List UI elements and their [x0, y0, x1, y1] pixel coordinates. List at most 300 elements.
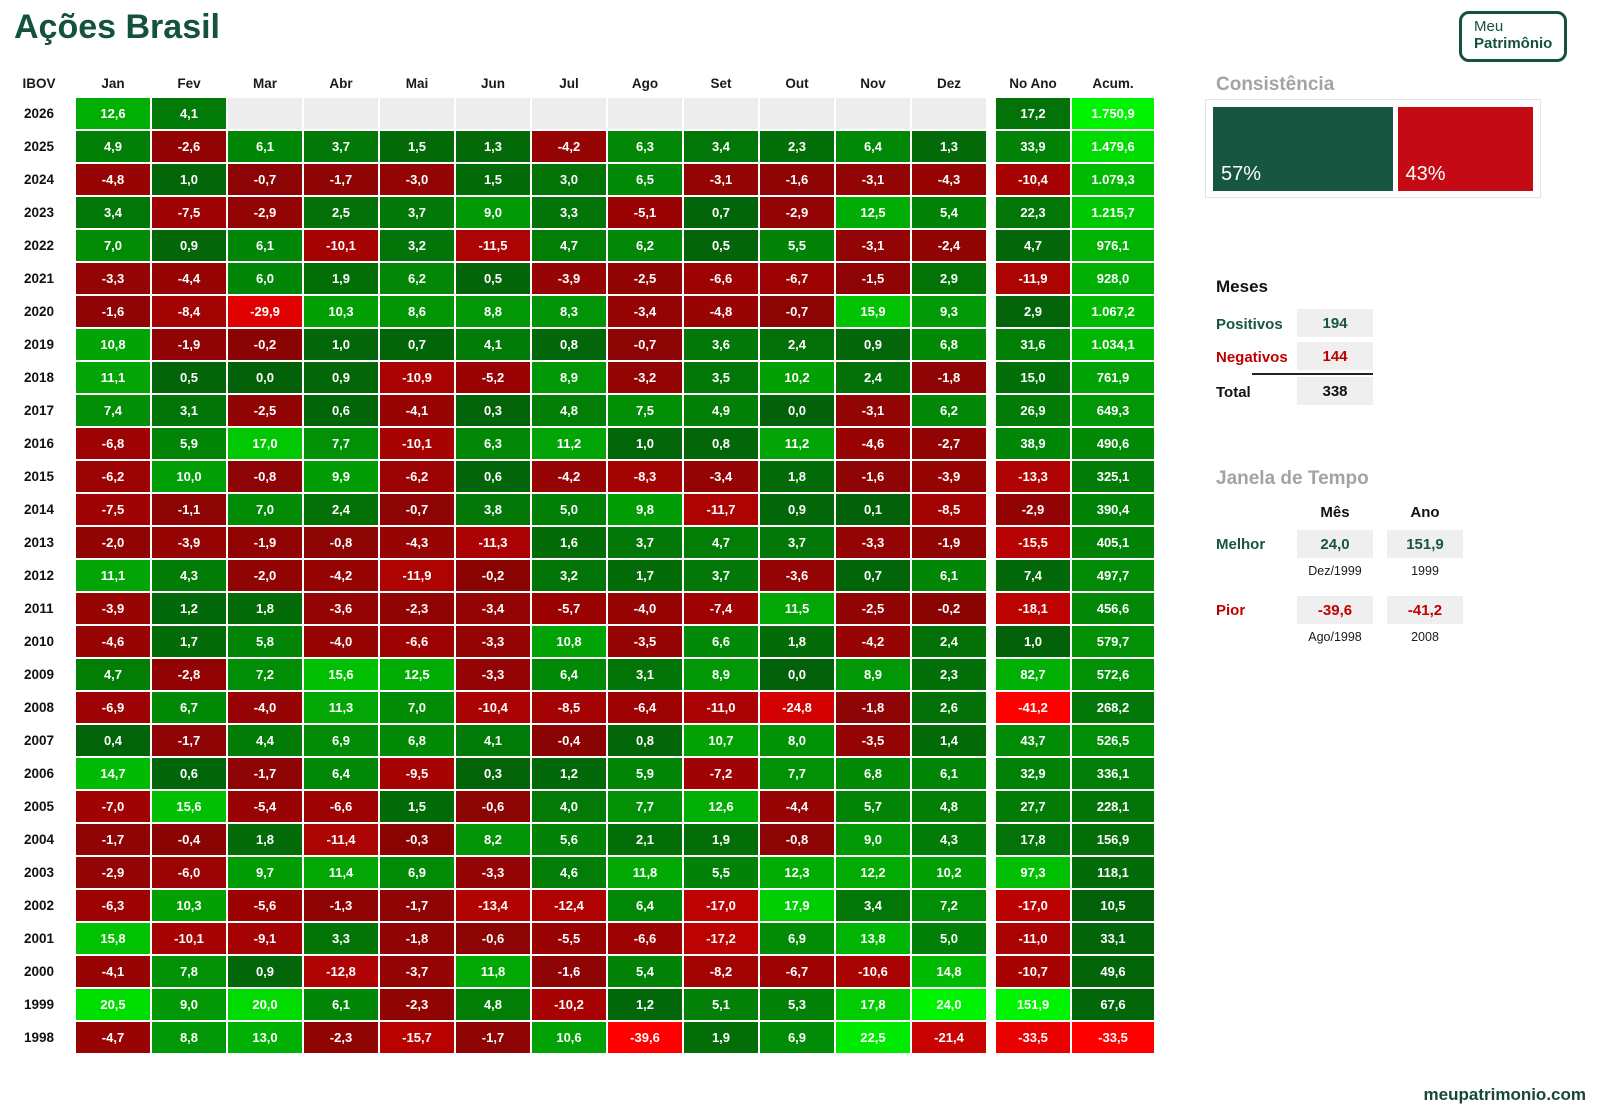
- table-row: [10, 428, 1154, 459]
- acum-cell: 10,5: [1072, 890, 1154, 921]
- heat-cell: -8,5: [912, 494, 986, 525]
- acum-cell: 336,1: [1072, 758, 1154, 789]
- heat-cell: 15,6: [152, 791, 226, 822]
- heat-cell: -1,6: [76, 296, 150, 327]
- heat-cell: -0,7: [228, 164, 302, 195]
- table-row: [10, 230, 1154, 261]
- no-ano-cell: 31,6: [996, 329, 1070, 360]
- heat-cell: 8,9: [532, 362, 606, 393]
- heat-cell: -4,4: [760, 791, 834, 822]
- no-ano-cell: -2,9: [996, 494, 1070, 525]
- month-column-header: Fev: [177, 75, 201, 91]
- heat-cell: 6,9: [760, 923, 834, 954]
- month-column-header: Mai: [405, 75, 429, 91]
- heat-cell: -0,7: [760, 296, 834, 327]
- column-gap: [70, 725, 74, 756]
- heat-cell: 0,9: [152, 230, 226, 261]
- heat-cell: -2,0: [228, 560, 302, 591]
- column-gap: [988, 197, 994, 228]
- acum-cell: 49,6: [1072, 956, 1154, 987]
- heat-cell: 6,6: [684, 626, 758, 657]
- heat-cell: 4,0: [532, 791, 606, 822]
- heat-cell: 1,3: [912, 131, 986, 162]
- column-gap: [988, 395, 994, 426]
- table-row: [10, 725, 1154, 756]
- heat-cell: -11,0: [684, 692, 758, 723]
- index-column-header: IBOV: [22, 75, 56, 91]
- heat-cell: -3,4: [684, 461, 758, 492]
- column-gap: [988, 362, 994, 393]
- column-gap: [70, 329, 74, 360]
- year-label: 1999: [23, 997, 55, 1012]
- heat-cell: [684, 98, 758, 129]
- heat-cell: 0,5: [152, 362, 226, 393]
- heat-cell: -6,6: [608, 923, 682, 954]
- heat-cell: -0,4: [532, 725, 606, 756]
- heat-cell: 0,6: [152, 758, 226, 789]
- no-ano-cell: 33,9: [996, 131, 1070, 162]
- year-label: 2017: [23, 403, 55, 418]
- column-gap: [988, 956, 994, 987]
- consistency-bar-chart: [1205, 99, 1541, 198]
- consistency-negative-segment: [1398, 107, 1533, 191]
- heat-cell: 5,6: [532, 824, 606, 855]
- table-row: [10, 692, 1154, 723]
- column-gap: [70, 461, 74, 492]
- acum-cell: 572,6: [1072, 659, 1154, 690]
- best-month-value: 24,0: [1297, 530, 1373, 558]
- table-row: [10, 527, 1154, 558]
- no-ano-column-header: No Ano: [1009, 75, 1057, 91]
- heat-cell: 3,4: [76, 197, 150, 228]
- heat-cell: 0,1: [836, 494, 910, 525]
- column-gap: [70, 164, 74, 195]
- heat-cell: -6,9: [76, 692, 150, 723]
- heat-cell: 7,7: [608, 791, 682, 822]
- acum-cell: 1.215,7: [1072, 197, 1154, 228]
- heat-cell: 10,3: [304, 296, 378, 327]
- heat-cell: 3,7: [684, 560, 758, 591]
- heat-cell: -2,5: [836, 593, 910, 624]
- heat-cell: 0,8: [532, 329, 606, 360]
- heat-cell: -6,6: [684, 263, 758, 294]
- heat-cell: -3,3: [76, 263, 150, 294]
- column-gap: [988, 461, 994, 492]
- table-row: [10, 197, 1154, 228]
- heat-cell: -5,1: [608, 197, 682, 228]
- heat-cell: -0,4: [152, 824, 226, 855]
- heat-cell: 0,7: [836, 560, 910, 591]
- year-label: 2012: [23, 568, 55, 583]
- heat-cell: -6,4: [608, 692, 682, 723]
- heat-cell: 0,7: [684, 197, 758, 228]
- heat-cell: -4,7: [76, 1022, 150, 1053]
- heat-cell: 15,9: [836, 296, 910, 327]
- no-ano-cell: 43,7: [996, 725, 1070, 756]
- heat-cell: 7,0: [228, 494, 302, 525]
- heat-cell: -6,6: [304, 791, 378, 822]
- heat-cell: -6,7: [760, 263, 834, 294]
- column-gap: [70, 890, 74, 921]
- heat-cell: -2,9: [760, 197, 834, 228]
- heat-cell: 6,4: [532, 659, 606, 690]
- heat-cell: 1,2: [532, 758, 606, 789]
- year-label: 2018: [23, 370, 55, 385]
- heat-cell: 12,2: [836, 857, 910, 888]
- heat-cell: -4,2: [532, 461, 606, 492]
- year-label: 2007: [23, 733, 55, 748]
- year-label: 2008: [23, 700, 55, 715]
- heat-cell: 9,9: [304, 461, 378, 492]
- year-label: 2021: [23, 271, 55, 286]
- heat-cell: 20,5: [76, 989, 150, 1020]
- table-row: [10, 593, 1154, 624]
- heat-cell: -5,6: [228, 890, 302, 921]
- heat-cell: 2,5: [304, 197, 378, 228]
- heat-cell: 5,4: [608, 956, 682, 987]
- heat-cell: 17,8: [836, 989, 910, 1020]
- heat-cell: 3,6: [684, 329, 758, 360]
- heat-cell: -12,8: [304, 956, 378, 987]
- heat-cell: -2,3: [380, 989, 454, 1020]
- heat-cell: -8,2: [684, 956, 758, 987]
- acum-cell: 490,6: [1072, 428, 1154, 459]
- heat-cell: 3,0: [532, 164, 606, 195]
- heat-cell: 4,3: [912, 824, 986, 855]
- heat-cell: 4,9: [76, 131, 150, 162]
- heat-cell: 6,8: [912, 329, 986, 360]
- column-gap: [70, 494, 74, 525]
- heat-cell: -15,7: [380, 1022, 454, 1053]
- column-gap: [988, 296, 994, 327]
- heat-cell: -5,2: [456, 362, 530, 393]
- heat-cell: 4,7: [532, 230, 606, 261]
- heat-cell: -3,4: [608, 296, 682, 327]
- heat-cell: -3,3: [456, 626, 530, 657]
- heat-cell: 14,7: [76, 758, 150, 789]
- best-year-value: 151,9: [1387, 530, 1463, 558]
- heat-cell: [380, 98, 454, 129]
- acum-cell: 268,2: [1072, 692, 1154, 723]
- table-row: [10, 329, 1154, 360]
- heat-cell: -3,0: [380, 164, 454, 195]
- column-gap: [988, 923, 994, 954]
- heat-cell: -1,9: [912, 527, 986, 558]
- acum-cell: 1.067,2: [1072, 296, 1154, 327]
- meses-heading: Meses: [1216, 277, 1268, 296]
- column-gap: [988, 857, 994, 888]
- year-label: 2000: [23, 964, 55, 979]
- heat-cell: 5,0: [532, 494, 606, 525]
- heat-cell: 5,9: [608, 758, 682, 789]
- heat-cell: -2,6: [152, 131, 226, 162]
- heat-cell: 1,5: [380, 131, 454, 162]
- no-ano-cell: 26,9: [996, 395, 1070, 426]
- table-row: [10, 263, 1154, 294]
- heat-cell: 9,8: [608, 494, 682, 525]
- heat-cell: -0,3: [380, 824, 454, 855]
- heat-cell: -3,7: [380, 956, 454, 987]
- heat-cell: 2,3: [760, 131, 834, 162]
- heat-cell: 1,8: [760, 626, 834, 657]
- table-row: [10, 131, 1154, 162]
- heat-cell: 10,2: [760, 362, 834, 393]
- acum-cell: 526,5: [1072, 725, 1154, 756]
- year-label: 2005: [23, 799, 55, 814]
- month-column-header: Dez: [936, 75, 961, 91]
- heat-cell: -0,8: [760, 824, 834, 855]
- month-column-header: Mar: [252, 75, 277, 91]
- heat-cell: -0,6: [456, 923, 530, 954]
- heat-cell: 6,1: [228, 230, 302, 261]
- column-gap: [70, 626, 74, 657]
- column-gap: [70, 296, 74, 327]
- column-gap: [988, 263, 994, 294]
- heat-cell: 10,7: [684, 725, 758, 756]
- heat-cell: 6,5: [608, 164, 682, 195]
- heat-cell: 3,1: [152, 395, 226, 426]
- acum-cell: 390,4: [1072, 494, 1154, 525]
- heat-cell: 4,9: [684, 395, 758, 426]
- heat-cell: 6,1: [912, 758, 986, 789]
- table-row: [10, 164, 1154, 195]
- best-month-date: Dez/1999: [1308, 564, 1362, 578]
- year-label: 2026: [23, 106, 55, 121]
- table-row: [10, 659, 1154, 690]
- column-gap: [70, 72, 74, 94]
- month-column-header: Out: [785, 75, 809, 91]
- heat-cell: -4,1: [380, 395, 454, 426]
- heat-cell: 11,2: [760, 428, 834, 459]
- heat-cell: -11,7: [684, 494, 758, 525]
- heat-cell: 1,3: [456, 131, 530, 162]
- column-gap: [988, 428, 994, 459]
- heat-cell: -4,6: [836, 428, 910, 459]
- year-label: 1998: [23, 1030, 55, 1045]
- heat-cell: -8,4: [152, 296, 226, 327]
- column-gap: [70, 428, 74, 459]
- heat-cell: 17,0: [228, 428, 302, 459]
- heat-cell: -0,7: [608, 329, 682, 360]
- heat-cell: 0,6: [304, 395, 378, 426]
- year-label: 2016: [23, 436, 55, 451]
- time-window-heading: Janela de Tempo: [1216, 468, 1369, 489]
- acum-cell: 118,1: [1072, 857, 1154, 888]
- heat-cell: 1,9: [684, 824, 758, 855]
- table-row: [10, 923, 1154, 954]
- heat-cell: 6,4: [608, 890, 682, 921]
- heat-cell: 9,7: [228, 857, 302, 888]
- acum-cell: 405,1: [1072, 527, 1154, 558]
- heat-cell: 4,1: [456, 725, 530, 756]
- year-label: 2024: [23, 172, 55, 187]
- column-gap: [988, 560, 994, 591]
- heat-cell: 8,3: [532, 296, 606, 327]
- heat-cell: 6,2: [608, 230, 682, 261]
- heat-cell: -7,5: [76, 494, 150, 525]
- acum-cell: 497,7: [1072, 560, 1154, 591]
- column-gap: [70, 989, 74, 1020]
- year-label: 2015: [23, 469, 55, 484]
- no-ano-cell: -41,2: [996, 692, 1070, 723]
- heat-cell: [608, 98, 682, 129]
- heat-cell: 8,6: [380, 296, 454, 327]
- heat-cell: -1,7: [228, 758, 302, 789]
- heat-cell: 4,7: [684, 527, 758, 558]
- heat-cell: 10,0: [152, 461, 226, 492]
- heat-cell: 6,8: [380, 725, 454, 756]
- heat-cell: 13,8: [836, 923, 910, 954]
- year-label: 2019: [23, 337, 55, 352]
- no-ano-cell: 27,7: [996, 791, 1070, 822]
- column-gap: [70, 791, 74, 822]
- year-label: 2020: [23, 304, 55, 319]
- heat-cell: 3,7: [760, 527, 834, 558]
- column-gap: [988, 758, 994, 789]
- meu-patrimonio-logo[interactable]: [1459, 11, 1567, 62]
- heat-cell: -4,6: [76, 626, 150, 657]
- heat-cell: -8,3: [608, 461, 682, 492]
- time-window-month-header: Mês: [1320, 504, 1350, 521]
- heat-cell: 0,9: [760, 494, 834, 525]
- column-gap: [988, 791, 994, 822]
- heat-cell: 10,2: [912, 857, 986, 888]
- heat-cell: -10,2: [532, 989, 606, 1020]
- heat-cell: -29,9: [228, 296, 302, 327]
- heat-cell: 13,0: [228, 1022, 302, 1053]
- heat-cell: -2,9: [76, 857, 150, 888]
- heat-cell: 8,8: [152, 1022, 226, 1053]
- column-gap: [70, 131, 74, 162]
- heat-cell: 1,8: [228, 593, 302, 624]
- heat-cell: 1,7: [608, 560, 682, 591]
- acum-cell: 579,7: [1072, 626, 1154, 657]
- no-ano-cell: -10,4: [996, 164, 1070, 195]
- column-gap: [70, 230, 74, 261]
- heat-cell: -3,5: [836, 725, 910, 756]
- heat-cell: -3,3: [836, 527, 910, 558]
- acum-cell: 1.750,9: [1072, 98, 1154, 129]
- heat-cell: 0,3: [456, 395, 530, 426]
- year-label: 2006: [23, 766, 55, 781]
- heat-cell: 4,8: [532, 395, 606, 426]
- heat-cell: 7,7: [760, 758, 834, 789]
- heat-cell: -1,1: [152, 494, 226, 525]
- heat-cell: -6,2: [76, 461, 150, 492]
- month-column-header: Jun: [480, 75, 505, 91]
- heat-cell: 4,8: [456, 989, 530, 1020]
- meses-sum-line: [1252, 373, 1373, 375]
- no-ano-cell: 2,9: [996, 296, 1070, 327]
- heat-cell: [836, 98, 910, 129]
- heat-cell: 11,5: [760, 593, 834, 624]
- website-link[interactable]: meupatrimonio.com: [1423, 1085, 1586, 1104]
- heat-cell: 7,2: [228, 659, 302, 690]
- heat-cell: 5,3: [760, 989, 834, 1020]
- column-gap: [988, 494, 994, 525]
- heat-cell: [760, 98, 834, 129]
- heat-cell: -1,8: [912, 362, 986, 393]
- heat-cell: -1,7: [304, 164, 378, 195]
- heat-cell: -3,9: [76, 593, 150, 624]
- no-ano-cell: 32,9: [996, 758, 1070, 789]
- heat-cell: -5,5: [532, 923, 606, 954]
- heat-cell: -4,2: [532, 131, 606, 162]
- heat-cell: [228, 98, 302, 129]
- heat-cell: 5,9: [152, 428, 226, 459]
- heat-cell: 22,5: [836, 1022, 910, 1053]
- table-row: [10, 791, 1154, 822]
- heat-cell: -1,3: [304, 890, 378, 921]
- column-gap: [70, 98, 74, 129]
- heat-cell: 2,6: [912, 692, 986, 723]
- table-row: [10, 824, 1154, 855]
- heat-cell: 15,6: [304, 659, 378, 690]
- acum-cell: 976,1: [1072, 230, 1154, 261]
- heat-cell: 3,7: [304, 131, 378, 162]
- worst-year-date: 2008: [1411, 630, 1439, 644]
- heat-cell: -10,1: [380, 428, 454, 459]
- heat-cell: -1,8: [836, 692, 910, 723]
- heat-cell: 3,2: [532, 560, 606, 591]
- year-label: 2010: [23, 634, 55, 649]
- heat-cell: -4,0: [228, 692, 302, 723]
- column-gap: [70, 263, 74, 294]
- table-header-row: [10, 72, 1154, 94]
- worst-year-value: -41,2: [1387, 596, 1463, 624]
- acum-cell: 67,6: [1072, 989, 1154, 1020]
- heat-cell: 0,4: [76, 725, 150, 756]
- column-gap: [988, 98, 994, 129]
- heat-cell: 2,3: [912, 659, 986, 690]
- heat-cell: 6,1: [304, 989, 378, 1020]
- column-gap: [70, 956, 74, 987]
- heat-cell: 3,1: [608, 659, 682, 690]
- heat-cell: 0,3: [456, 758, 530, 789]
- table-row: [10, 626, 1154, 657]
- heat-cell: -3,9: [912, 461, 986, 492]
- table-row: [10, 560, 1154, 591]
- heat-cell: 3,5: [684, 362, 758, 393]
- table-row: [10, 890, 1154, 921]
- table-row: [10, 98, 1154, 129]
- heat-cell: -1,8: [380, 923, 454, 954]
- heat-cell: 15,8: [76, 923, 150, 954]
- heat-cell: 6,3: [456, 428, 530, 459]
- column-gap: [988, 626, 994, 657]
- heat-cell: 3,4: [836, 890, 910, 921]
- heat-cell: 8,9: [836, 659, 910, 690]
- heat-cell: -17,0: [684, 890, 758, 921]
- heat-cell: -3,3: [456, 857, 530, 888]
- heat-cell: 2,9: [912, 263, 986, 294]
- heat-cell: [532, 98, 606, 129]
- meses-total-value: 338: [1297, 377, 1373, 405]
- heat-cell: 9,0: [836, 824, 910, 855]
- year-label: 2002: [23, 898, 55, 913]
- column-gap: [988, 890, 994, 921]
- heat-cell: 2,4: [304, 494, 378, 525]
- heat-cell: 1,8: [760, 461, 834, 492]
- heat-cell: 7,4: [76, 395, 150, 426]
- heat-cell: 8,2: [456, 824, 530, 855]
- meses-positivos-label: Positivos: [1216, 316, 1283, 333]
- no-ano-cell: 22,3: [996, 197, 1070, 228]
- no-ano-cell: -17,0: [996, 890, 1070, 921]
- heat-cell: -3,2: [608, 362, 682, 393]
- no-ano-cell: 82,7: [996, 659, 1070, 690]
- heat-cell: 12,3: [760, 857, 834, 888]
